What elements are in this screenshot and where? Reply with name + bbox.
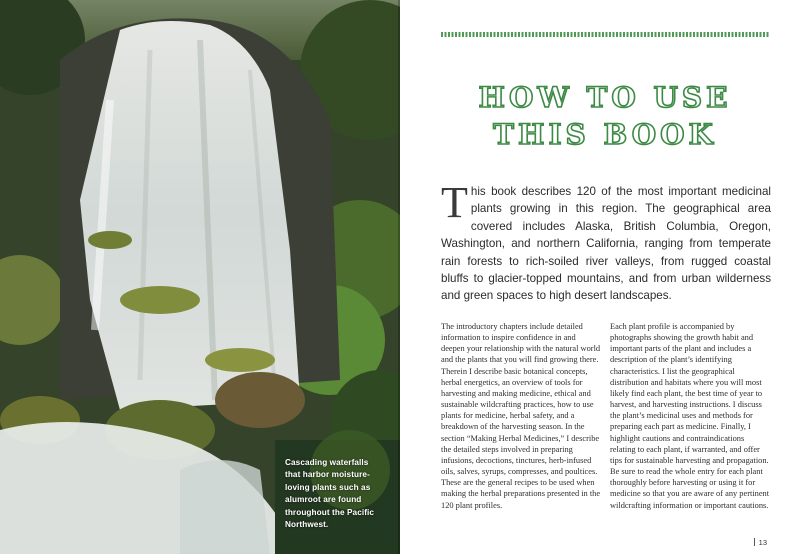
folio-divider [754, 538, 755, 546]
page-number [754, 538, 767, 547]
lead-text: his book describes 120 of the most important medicinal plants growing in this region. The geographical area covered includes Alaska, British Columbia, Oregon, Washington, and northern California, ranging from temperate rain forests to rich-soiled river valleys, from rugged coastal bluffs to glacier-topped mountains, and from urban wilderness and green spaces to high desert landscapes. [441, 185, 771, 303]
page-number-text: 13 [758, 538, 767, 547]
chapter-title-line-2: THIS BOOK [493, 118, 717, 151]
lead-paragraph [441, 178, 771, 305]
chapter-title [441, 80, 769, 154]
body-column-2: Each plant profile is accompanied by photographs showing the growth habit and important parts of the plant and includes a description of the plant’s identifying characteristics. I list the geographical distribution and habitats where you will most likely find each plant, the best time of year to harvest, and harvesting instructions. I discuss the plant’s medicinal uses and methods for preparing each part as medicine. Finally, I highlight cautions and contraindications relating to each plant, if warranted, and offer tips for sustainable harvesting and propagation. Be sure to read the whole entry for each plant thoroughly before harvesting or using it for medicine so that you are aware of any pertinent wildcrafting information or important cautions. [610, 322, 770, 510]
right-page [400, 0, 800, 554]
decorative-rule [441, 32, 769, 37]
body-column-1: The introductory chapters include detailed information to inspire confidence in and deepen your relationship with the natural world and the plants that you will find growing there. Therein I describe basic botanical concepts, herbal energetics, an overview of tools for harvesting and making medicine, ethical and sustainable wildcrafting practices, how to use plants for medicine, herbal safety, and a breakdown of the harvesting season. In the section “Making Herbal Medicines,” I describe the detailed steps involved in preparing infusions, decoctions, tinctures, herb-infused oils, salves, syrups, compresses, and poultices. These are the general recipes to be used when making the herbal preparations presented in the 120 plant profiles. [441, 322, 601, 510]
drop-cap: T [441, 178, 468, 227]
photo-caption: Cascading waterfalls that harbor moisture-loving plants such as alumroot are found throughout the Pacific Northwest. [285, 458, 375, 530]
chapter-title-line-1: HOW TO USE [478, 81, 732, 114]
